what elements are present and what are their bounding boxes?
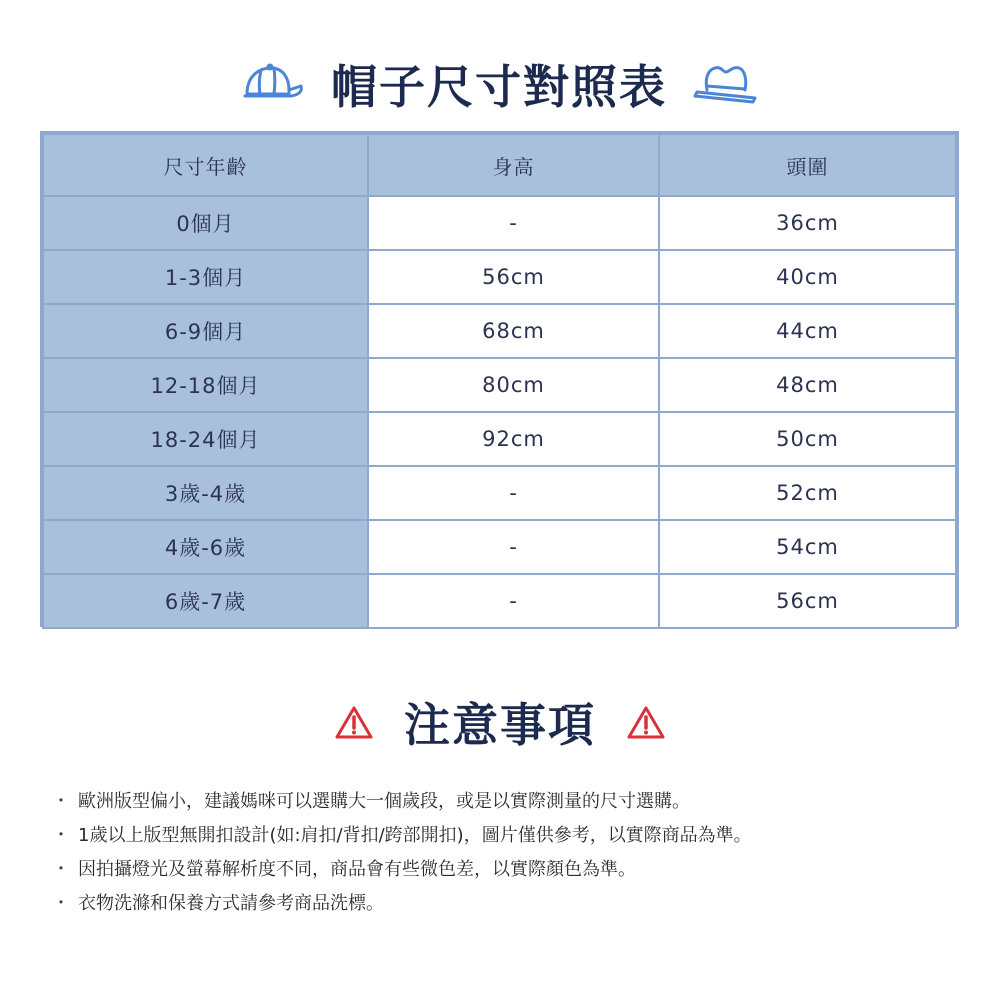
notes-title-row [0,690,1000,754]
table-row [43,196,956,250]
cell-age: 0個月 [43,196,368,250]
cell-head-circumference: 50cm [659,412,956,466]
cell-height: 68cm [368,304,659,358]
table-row [43,304,956,358]
column-header-head-circumference: 頭圍 [659,134,956,196]
list-item [52,817,952,851]
table-row [43,250,956,304]
cell-height: 80cm [368,358,659,412]
bullet: ・ [52,893,70,914]
note-text: 衣物洗滌和保養方式請參考商品洗標。 [78,893,384,914]
title-row [0,52,1000,116]
table-header-row [43,134,956,196]
cell-height: 56cm [368,250,659,304]
cell-head-circumference: 44cm [659,304,956,358]
cell-age: 18-24個月 [43,412,368,466]
bucket-hat-icon [693,62,759,106]
cell-height: - [368,196,659,250]
cell-height: - [368,466,659,520]
list-item [52,783,952,817]
note-text: 因拍攝燈光及螢幕解析度不同，商品會有些微色差，以實際顏色為準。 [78,859,636,880]
note-text: 1歲以上版型無開扣設計(如:肩扣/背扣/跨部開扣)，圖片僅供參考，以實際商品為準。 [78,825,752,846]
warning-icon [334,704,374,740]
bullet: ・ [52,859,70,880]
cell-head-circumference: 40cm [659,250,956,304]
table-row [43,466,956,520]
cell-age: 1-3個月 [43,250,368,304]
bullet: ・ [52,825,70,846]
table-row [43,412,956,466]
cell-age: 3歲-4歲 [43,466,368,520]
cell-height: - [368,574,659,628]
list-item [52,885,952,919]
note-text: 歐洲版型偏小，建議媽咪可以選購大一個歲段，或是以實際測量的尺寸選購。 [78,791,690,812]
cell-head-circumference: 54cm [659,520,956,574]
cell-head-circumference: 56cm [659,574,956,628]
warning-icon [626,704,666,740]
column-header-age: 尺寸年齡 [43,134,368,196]
bullet: ・ [52,791,70,812]
cell-age: 4歲-6歲 [43,520,368,574]
size-table [40,131,959,627]
list-item [52,851,952,885]
cell-head-circumference: 52cm [659,466,956,520]
notes-title: 注意事項 [404,698,596,752]
cell-age: 6-9個月 [43,304,368,358]
column-header-height: 身高 [368,134,659,196]
page-title: 帽子尺寸對照表 [331,60,667,114]
table-row [43,520,956,574]
table-row [43,574,956,628]
cell-height: - [368,520,659,574]
cell-head-circumference: 36cm [659,196,956,250]
cell-height: 92cm [368,412,659,466]
cell-age: 12-18個月 [43,358,368,412]
cap-icon [241,62,305,106]
cell-head-circumference: 48cm [659,358,956,412]
table-row [43,358,956,412]
cell-age: 6歲-7歲 [43,574,368,628]
notes-list [52,783,952,919]
